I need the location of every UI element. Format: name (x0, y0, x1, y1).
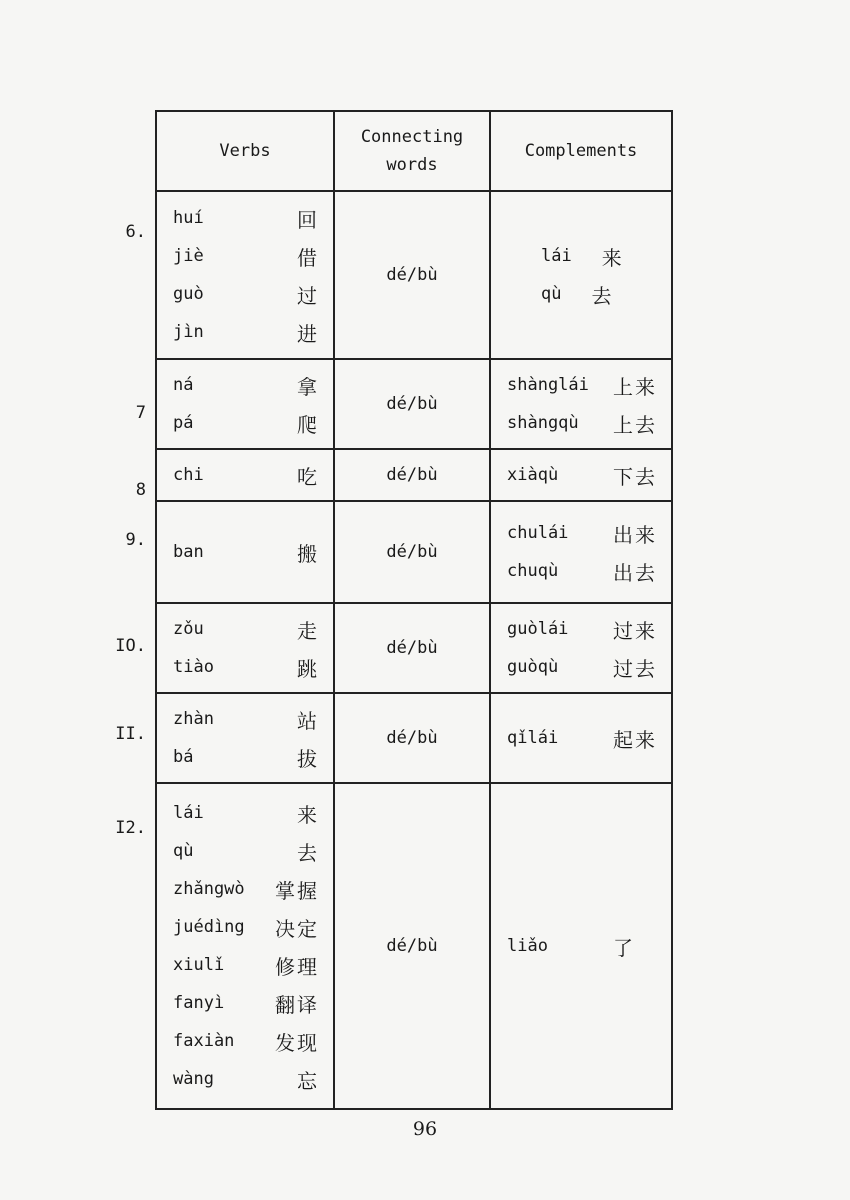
verb-hanzi: 过 (297, 283, 319, 308)
complement-hanzi: 出去 (613, 560, 657, 585)
complement-pinyin: chulái (507, 523, 569, 543)
verb-hanzi: 站 (297, 708, 319, 733)
verb-pinyin: tiào (173, 657, 214, 677)
header-complements: Complements (490, 111, 672, 191)
verb-hanzi: 翻译 (275, 992, 319, 1017)
verb-entry (173, 946, 319, 984)
verb-entry (173, 738, 319, 776)
verb-pinyin: chi (173, 465, 204, 485)
verbs-cell (156, 783, 334, 1109)
verb-entry (173, 275, 319, 313)
table-row (156, 603, 672, 693)
verb-entry (173, 700, 319, 738)
connecting-word-cell: dé/bù (334, 783, 490, 1109)
complement-pinyin: liǎo (507, 936, 548, 956)
complement-pinyin: qǐlái (507, 728, 559, 748)
verb-pinyin: zhàn (173, 709, 214, 729)
connecting-word-cell: dé/bù (334, 449, 490, 501)
verb-pinyin: fanyì (173, 993, 225, 1013)
complement-hanzi: 过去 (613, 656, 657, 681)
complement-entry (507, 404, 657, 442)
complements-cell (490, 693, 672, 783)
verb-pinyin: ban (173, 542, 204, 562)
verbs-cell (156, 191, 334, 359)
verbs-cell (156, 603, 334, 693)
verb-entry (173, 237, 319, 275)
complement-hanzi: 来 (601, 245, 624, 270)
verbs-cell (156, 501, 334, 603)
verb-hanzi: 跳 (297, 656, 319, 681)
complement-hanzi: 了 (613, 935, 635, 960)
complement-entry (541, 275, 657, 313)
verbs-cell (156, 449, 334, 501)
verb-entry (173, 1022, 319, 1060)
header-verbs: Verbs (156, 111, 334, 191)
verb-hanzi: 拔 (297, 746, 319, 771)
complements-cell (490, 191, 672, 359)
verb-pinyin: ná (173, 375, 194, 395)
complement-hanzi: 下去 (613, 464, 657, 489)
verb-hanzi: 忘 (297, 1068, 319, 1093)
complement-hanzi: 起来 (613, 727, 657, 752)
row-number: I2. (115, 818, 146, 838)
verb-entry (173, 404, 319, 442)
verb-hanzi: 搬 (297, 541, 319, 566)
complement-hanzi: 去 (591, 283, 614, 308)
table-row (156, 359, 672, 449)
complement-pinyin: xiàqù (507, 465, 559, 485)
verb-pinyin: jiè (173, 246, 204, 266)
verb-entry (173, 199, 319, 237)
complement-entry (507, 366, 657, 404)
complement-pinyin: guòlái (507, 619, 569, 639)
verb-hanzi: 去 (297, 840, 319, 865)
complement-hanzi: 过来 (613, 618, 657, 643)
verb-entry (173, 908, 319, 946)
complements-cell (490, 603, 672, 693)
connecting-word-cell: dé/bù (334, 693, 490, 783)
complement-hanzi: 出来 (613, 522, 657, 547)
complement-entry (507, 456, 657, 494)
row-number: IO. (115, 636, 146, 656)
verb-entry (173, 794, 319, 832)
verb-complement-table (155, 110, 673, 1110)
complement-hanzi: 上去 (613, 412, 657, 437)
verb-hanzi: 拿 (297, 374, 319, 399)
connecting-word-cell: dé/bù (334, 191, 490, 359)
verb-hanzi: 决定 (275, 916, 319, 941)
verb-entry (173, 366, 319, 404)
row-number: 6. (125, 222, 146, 242)
complement-pinyin: shànglái (507, 375, 589, 395)
complements-cell (490, 449, 672, 501)
complement-entry (541, 237, 657, 275)
complements-cell (490, 501, 672, 603)
table-row (156, 783, 672, 1109)
verb-entry (173, 610, 319, 648)
complement-entry (507, 610, 657, 648)
verb-pinyin: guò (173, 284, 204, 304)
row-number: 9. (125, 530, 146, 550)
table-row (156, 693, 672, 783)
row-number: 8 (135, 480, 146, 500)
complement-pinyin: chuqù (507, 561, 559, 581)
verb-hanzi: 借 (297, 245, 319, 270)
table-row (156, 449, 672, 501)
verb-hanzi: 进 (297, 321, 319, 346)
complement-entry (507, 927, 635, 965)
verb-pinyin: lái (173, 803, 204, 823)
verb-pinyin: wàng (173, 1069, 214, 1089)
verb-pinyin: zhǎngwò (173, 879, 245, 899)
verb-entry (173, 648, 319, 686)
row-number: 7 (135, 403, 146, 423)
verb-entry (173, 832, 319, 870)
verb-pinyin: juédìng (173, 917, 245, 937)
header-connecting-line2: words (386, 155, 438, 175)
row-number: II. (115, 724, 146, 744)
complement-hanzi: 上来 (613, 374, 657, 399)
verb-pinyin: faxiàn (173, 1031, 235, 1051)
verb-entry (173, 456, 319, 494)
verb-pinyin: bá (173, 747, 194, 767)
verb-hanzi: 掌握 (275, 878, 319, 903)
connecting-word-cell: dé/bù (334, 501, 490, 603)
table-body (156, 191, 672, 1109)
verbs-cell (156, 359, 334, 449)
complement-entry (507, 514, 657, 552)
verb-entry (173, 1060, 319, 1098)
verb-pinyin: pá (173, 413, 194, 433)
verb-pinyin: jìn (173, 322, 204, 342)
verb-hanzi: 吃 (297, 464, 319, 489)
header-connecting-words (334, 111, 490, 191)
verb-hanzi: 修理 (275, 954, 319, 979)
table-header-row (156, 111, 672, 191)
connecting-word-cell: dé/bù (334, 359, 490, 449)
complement-pinyin: lái (541, 246, 572, 266)
verbs-cell (156, 693, 334, 783)
complement-pinyin: shàngqù (507, 413, 579, 433)
complement-pinyin: guòqù (507, 657, 559, 677)
verb-hanzi: 走 (297, 618, 319, 643)
verb-entry (173, 870, 319, 908)
complement-pinyin: qù (541, 284, 562, 304)
verb-hanzi: 发现 (275, 1030, 319, 1055)
complements-cell (490, 783, 672, 1109)
verb-entry (173, 533, 319, 571)
verb-hanzi: 爬 (297, 412, 319, 437)
table-row (156, 501, 672, 603)
verb-pinyin: xiulǐ (173, 955, 225, 975)
page-number: 96 (412, 1118, 438, 1140)
connecting-word-cell: dé/bù (334, 603, 490, 693)
complement-entry (507, 648, 657, 686)
verb-pinyin: qù (173, 841, 194, 861)
complement-entry (507, 552, 657, 590)
table-row (156, 191, 672, 359)
verb-pinyin: zǒu (173, 619, 204, 639)
verb-entry (173, 984, 319, 1022)
verb-pinyin: huí (173, 208, 204, 228)
complement-entry (507, 719, 657, 757)
verb-hanzi: 来 (297, 802, 319, 827)
verb-entry (173, 313, 319, 351)
header-connecting-line1: Connecting (360, 127, 464, 147)
verb-hanzi: 回 (297, 207, 319, 232)
complements-cell (490, 359, 672, 449)
